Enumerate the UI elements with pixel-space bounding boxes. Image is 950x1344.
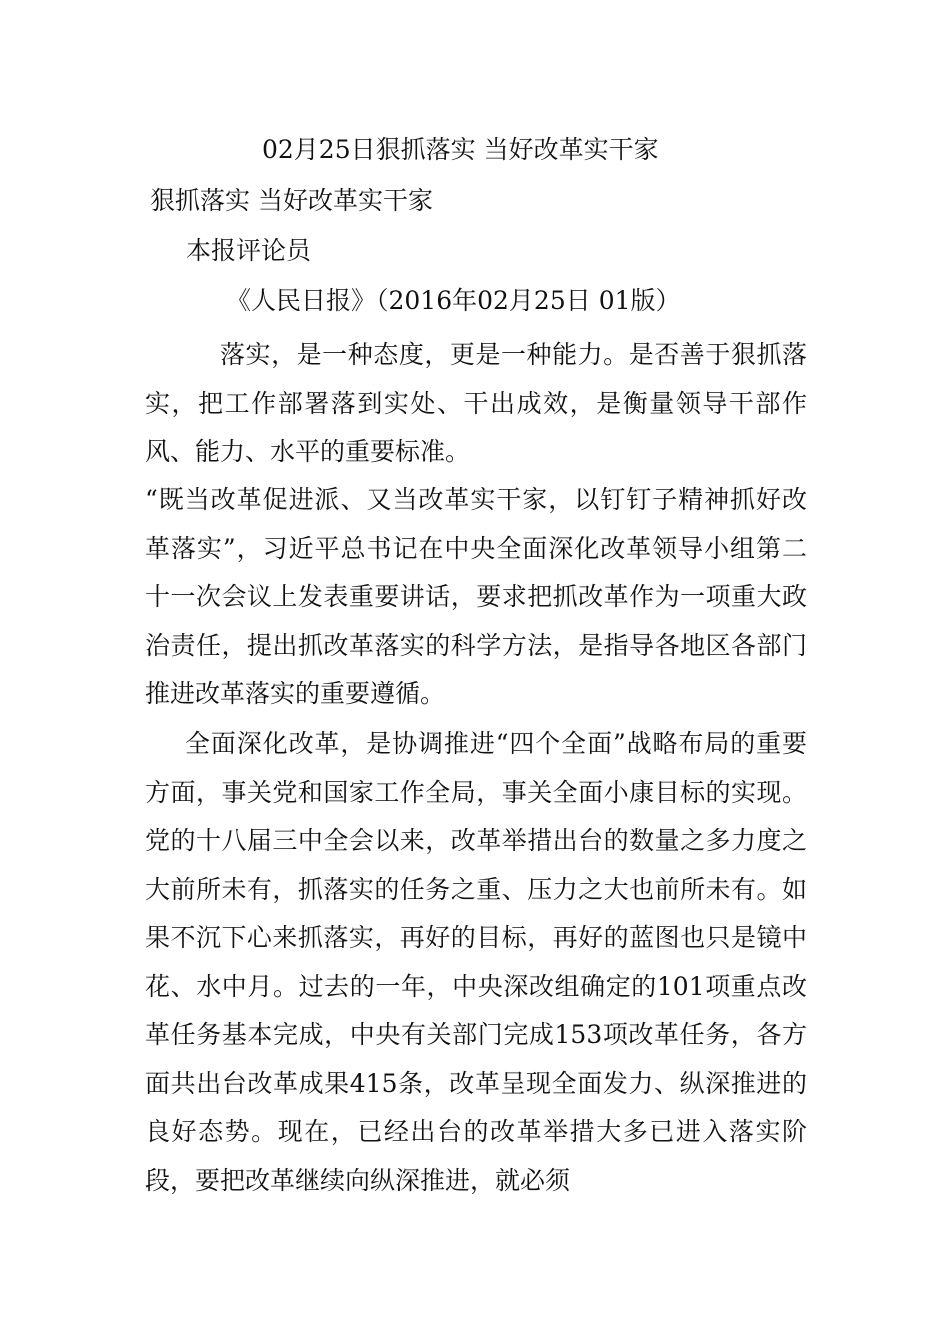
author-byline: 本报评论员 — [186, 236, 312, 265]
paragraph-2: “既当改革促进派、又当改革实干家，以钉钉子精神抓好改革落实”，习近平总书记在中央全面深化改革领导小组第二十一次会议上发表重要讲话，要求把抓改革作为一项重大政治责任，提出抓改革落实的科学方法，是指导各地区各部门推进改革落实的重要遵循。 — [145, 485, 807, 708]
document-title: 02月25日狠抓落实 当好改革实干家 — [262, 135, 659, 164]
source-citation: 《人民日报》（2016年02月25日 01版） — [226, 286, 681, 315]
document-subtitle: 狠抓落实 当好改革实干家 — [150, 186, 433, 215]
paragraph-3: 全面深化改革，是协调推进“四个全面”战略布局的重要方面，事关党和国家工作全局，事关全面小康目标的实现。党的十八届三中全会以来，改革举措出台的数量之多力度之大前所未有，抓落实的任务之重、压力之大也前所未有。如果不沉下心来抓落实，再好的目标，再好的蓝图也只是镜中花、水中月。过去的一年，中央深改组确定的101项重点改革任务基本完成，中央有关部门完成153项改革任务，各方面共出台改革成果415条，改革呈现全面发力、纵深推进的良好态势。现在，已经出台的改革举措大多已进入落实阶段，要把改革继续向纵深推进，就必须 — [145, 729, 807, 1195]
paragraph-1: 落实，是一种态度，更是一种能力。是否善于狠抓落实，把工作部署落到实处、干出成效，是衡量领导干部作风、能力、水平的重要标准。 — [145, 340, 807, 466]
